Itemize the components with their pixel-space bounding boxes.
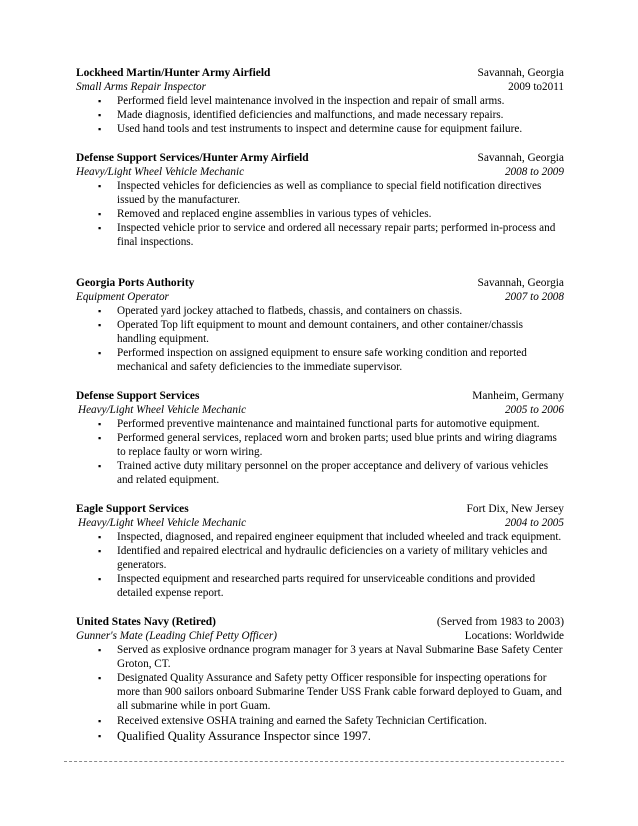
job-location: Savannah, Georgia [477,276,564,289]
duty-item: ▪ Inspected vehicle prior to service and ordered all necessary repair parts; performed in-process and final inspections. [98,222,556,249]
bullet-icon: ▪ [98,305,102,316]
job-title: Heavy/Light Wheel Vehicle Mechanic [78,516,247,529]
bullet-icon: ▪ [98,223,102,234]
duty-item: ▪ Received extensive OSHA training and earned the Safety Technician Certification. [98,714,487,727]
job-entry [76,502,564,601]
resume-page [76,66,564,758]
job-dates: 2008 to 2009 [504,165,564,178]
bullet-icon: ▪ [98,432,102,443]
duty-item: ▪ Identified and repaired electrical and hydraulic deficiencies on a variety of military vehicles and generators. [98,544,548,572]
duties-list [76,94,564,137]
employer-name: Georgia Ports Authority [76,276,195,289]
bullet-icon: ▪ [98,531,102,542]
employer-name: Defense Support Services [76,389,200,402]
duty-item: ▪ Operated yard jockey attached to flatbeds, chassis, and containers on chassis. [98,304,463,317]
duty-item: ▪ Performed preventive maintenance and maintained functional parts for automotive equipment. [98,417,540,430]
bullet-icon: ▪ [98,730,102,741]
bullet-icon: ▪ [98,110,102,121]
employer-name: Defense Support Services/Hunter Army Airfield [76,151,309,164]
bullet-icon: ▪ [98,348,102,359]
job-entry [76,389,564,488]
bullet-icon: ▪ [98,124,102,135]
job-locations: Locations: Worldwide [464,629,564,642]
job-location: Savannah, Georgia [477,67,564,79]
bullet-icon: ▪ [98,461,102,472]
duty-item: ▪ Designated Quality Assurance and Safety petty Officer responsible for inspecting operations for more than 900 sailors onboard Submarine Tender USS Frank cable forward deployed to Guam, and all submarine while in port Guam. [98,672,562,713]
duty-item: ▪ Removed and replaced engine assemblies in various types of vehicles. [98,208,432,221]
job-dates: 2005 to 2006 [504,403,564,416]
duties-list [76,643,564,744]
job-location: Manheim, Germany [472,389,564,402]
job-title: Small Arms Repair Inspector [76,81,206,93]
bullet-icon: ▪ [98,96,102,106]
bullet-icon: ▪ [98,209,102,220]
job-dates: 2009 to2011 [508,81,564,93]
job-location: Fort Dix, New Jersey [466,502,564,515]
bullet-icon: ▪ [98,574,102,585]
duty-item: ▪ Used hand tools and test instruments to inspect and determine cause for equipment failure. [98,123,523,136]
duty-item: ▪ Trained active duty military personnel on the proper acceptance and delivery of various vehicles and related equipment. [98,460,549,487]
bullet-icon: ▪ [98,319,102,330]
duties-list [76,530,564,601]
job-entry [76,276,564,375]
duty-item: ▪ Served as explosive ordnance program manager for 3 years at Naval Submarine Base Safety Center Groton, CT. [98,643,563,670]
bullet-icon: ▪ [98,644,102,655]
bullet-icon: ▪ [98,545,102,556]
page-divider [64,761,564,762]
duty-item: ▪ Inspected, diagnosed, and repaired engineer equipment that included wheeled and track equipment. [98,530,562,543]
duty-item: ▪ Made diagnosis, identified deficiencies and malfunctions, and made necessary repairs. [98,109,504,122]
duty-item: ▪ Performed field level maintenance involved in the inspection and repair of small arms. [98,95,505,107]
employer-name: Lockheed Martin/Hunter Army Airfield [76,67,271,79]
duty-item: ▪ Operated Top lift equipment to mount and demount containers, and other container/chassis handling equipment. [98,318,524,346]
duty-item: ▪ Qualified Quality Assurance Inspector since 1997. [98,728,371,743]
duty-item: ▪ Inspected vehicles for deficiencies as well as compliance to special field notification directives issued by the manufacturer. [98,179,542,206]
job-title: Heavy/Light Wheel Vehicle Mechanic [76,165,245,178]
bullet-icon: ▪ [98,715,102,726]
duties-list [76,417,564,488]
job-title: Gunner's Mate (Leading Chief Petty Officer) [76,629,277,642]
job-dates: 2004 to 2005 [504,516,564,529]
employer-name: United States Navy (Retired) [76,615,216,628]
service-period: (Served from 1983 to 2003) [436,615,564,628]
job-title: Heavy/Light Wheel Vehicle Mechanic [78,403,247,416]
job-location: Savannah, Georgia [477,151,564,164]
employer-name: Eagle Support Services [76,502,189,515]
bullet-icon: ▪ [98,180,102,191]
duty-item: ▪ Inspected equipment and researched parts required for unserviceable conditions and provided detailed expense report. [98,573,536,600]
duties-list [76,304,564,375]
job-entry [76,615,564,744]
duty-item: ▪ Performed inspection on assigned equipment to ensure safe working condition and reported mechanical and safety deficiencies to the immediate supervisor. [98,347,527,374]
job-entry [76,151,564,250]
bullet-icon: ▪ [98,418,102,429]
duty-item: ▪ Performed general services, replaced worn and broken parts; used blue prints and wiring diagrams to replace faulty or worn wiring. [98,431,557,459]
duties-list [76,179,564,250]
job-title: Equipment Operator [76,290,169,303]
job-entry [76,66,564,137]
job-dates: 2007 to 2008 [504,290,564,303]
bullet-icon: ▪ [98,673,102,684]
